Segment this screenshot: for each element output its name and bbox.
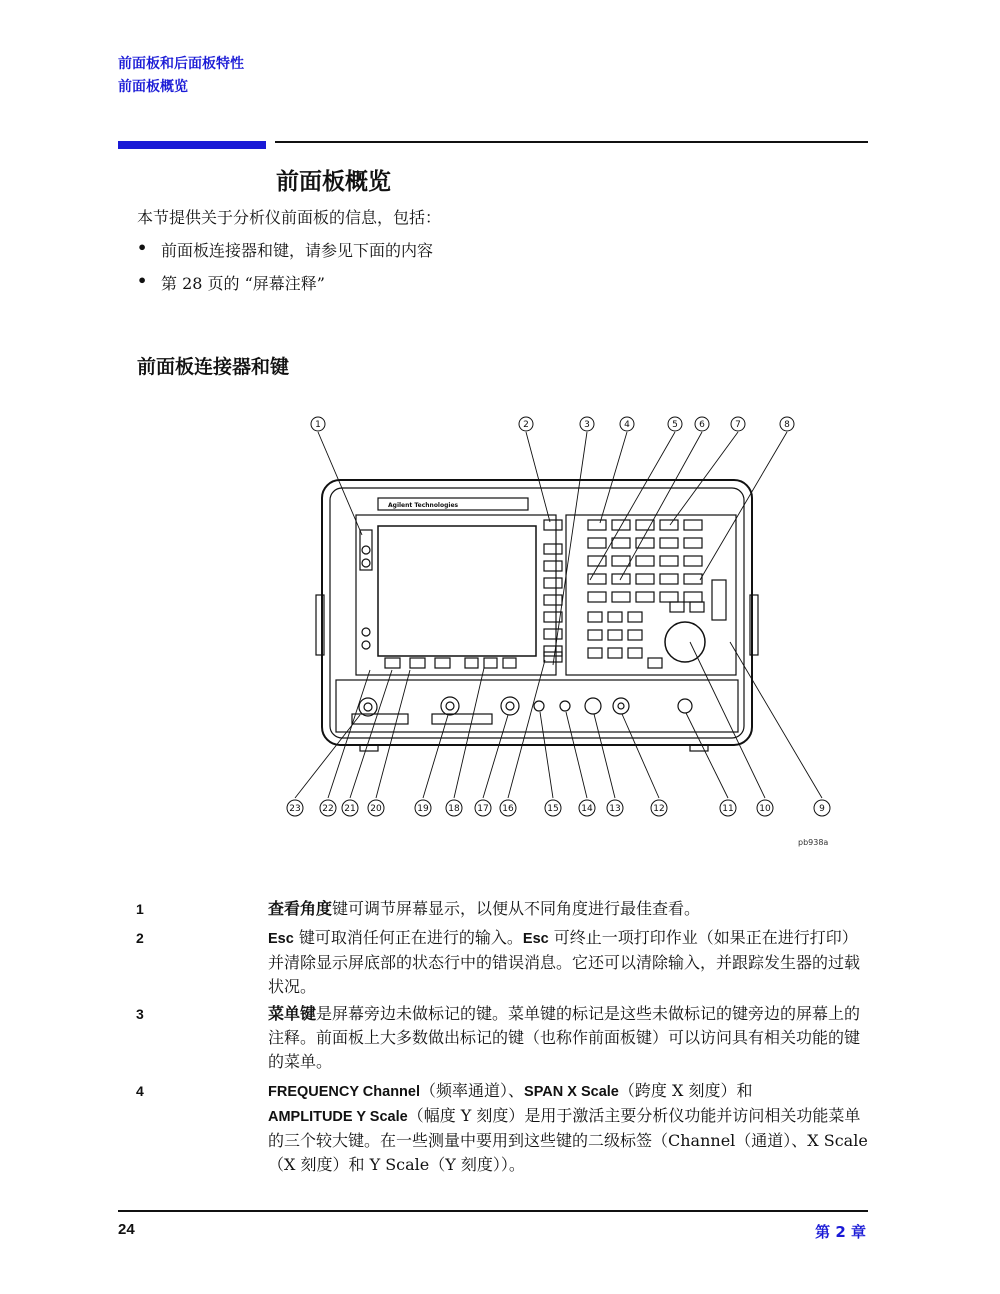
running-header-section: 前面板概览: [118, 79, 188, 95]
list-item: [137, 271, 433, 304]
item-text: [268, 897, 868, 921]
brand-label: Agilent Technologies: [388, 502, 459, 509]
item-term: SPAN X Scale: [524, 1084, 619, 1100]
callout-marker: [731, 417, 745, 431]
item-body: 键可取消任何正在进行的输入。: [293, 928, 523, 947]
callout-label: 23: [289, 804, 301, 814]
figure-code: pb938a: [798, 838, 829, 847]
footer-rule: [118, 1210, 868, 1212]
item-term: 查看角度: [268, 899, 333, 918]
callout-marker: [446, 800, 462, 816]
bullet-icon: •: [137, 238, 148, 257]
chapter-label: 第 2 章: [815, 1223, 866, 1241]
item-text: [268, 1079, 868, 1177]
callout-label: 12: [653, 804, 665, 814]
callout-marker: [757, 800, 773, 816]
item-body: 是屏幕旁边未做标记的键。菜单键的标记是这些未做标记的键旁边的屏幕上的注释。前面板上大多数做出标记的键（也称作前面板键）可以访问具有相关功能的键的菜单。: [268, 1004, 861, 1071]
item-body: 键可调节屏幕显示，以便从不同角度进行最佳查看。: [332, 899, 701, 918]
bullet-list: [137, 238, 433, 304]
page-title: 前面板概览: [276, 168, 391, 195]
callout-label: 16: [502, 804, 514, 814]
callout-label: 5: [672, 420, 678, 430]
callout-marker: [519, 417, 533, 431]
section-title: 前面板连接器和键: [137, 356, 290, 378]
callout-label: 1: [315, 420, 321, 430]
callout-marker: [415, 800, 431, 816]
callout-marker: [668, 417, 682, 431]
callout-marker: [579, 800, 595, 816]
callout-marker: [780, 417, 794, 431]
item-body: 可终止一项打印作业（如果正在进行打印）并清除显示屏底部的状态行中的错误消息。它还可以清除输入，并跟踪发生器的过载状况。: [268, 928, 861, 996]
item-term: 菜单键: [268, 1004, 317, 1023]
header-rule: [275, 141, 868, 143]
callout-marker: [342, 800, 358, 816]
callout-marker: [607, 800, 623, 816]
bullet-text: 第 28 页的 “屏幕注释”: [161, 274, 325, 293]
item-number: 2: [136, 930, 144, 946]
bullet-text: 前面板连接器和键，请参见下面的内容: [161, 241, 434, 260]
callout-label: 9: [819, 804, 825, 814]
page-number: 24: [118, 1221, 135, 1238]
callout-label: 18: [448, 804, 460, 814]
item-text: [268, 1002, 868, 1074]
callout-label: 6: [699, 420, 705, 430]
item-term: AMPLITUDE Y Scale: [268, 1109, 408, 1125]
front-panel-diagram: [270, 410, 850, 855]
callout-label: 14: [581, 804, 593, 814]
callout-marker: [580, 417, 594, 431]
item-number: 4: [136, 1083, 144, 1099]
item-body: （幅度 Y 刻度）是用于激活主要分析仪功能并访问相关功能菜单的三个较大键。在一些测量中要用到这些键的二级标签（Channel（通道）、X Scale（X 刻度）和 Y Scale（Y 刻度））。: [268, 1106, 868, 1174]
callout-label: 17: [477, 804, 489, 814]
callout-marker: [720, 800, 736, 816]
callout-label: 2: [523, 420, 529, 430]
item-term: Esc: [268, 931, 294, 947]
item-number: 3: [136, 1006, 144, 1022]
callout-label: 11: [722, 804, 734, 814]
callout-marker: [320, 800, 336, 816]
callout-marker: [695, 417, 709, 431]
callout-label: 8: [784, 420, 790, 430]
callout-marker: [620, 417, 634, 431]
callout-label: 4: [624, 420, 630, 430]
intro-paragraph: 本节提供关于分析仪前面板的信息，包括：: [137, 208, 442, 227]
callout-label: 22: [322, 804, 334, 814]
callout-marker: [545, 800, 561, 816]
callout-label: 7: [735, 420, 741, 430]
callout-marker: [651, 800, 667, 816]
front-panel-knob: [665, 622, 705, 662]
item-body: （跨度 X 刻度）和: [618, 1081, 753, 1100]
item-term: Esc: [522, 931, 549, 947]
bullet-icon: •: [137, 271, 148, 290]
callout-marker: [475, 800, 491, 816]
display-screen: [378, 526, 536, 656]
callout-marker: [287, 800, 303, 816]
callout-label: 13: [609, 804, 621, 814]
callout-marker: [814, 800, 830, 816]
callout-label: 3: [584, 420, 590, 430]
callout-label: 19: [417, 804, 429, 814]
callout-label: 20: [370, 804, 382, 814]
callout-marker: [311, 417, 325, 431]
callout-label: 15: [547, 804, 559, 814]
header-accent-bar: [118, 141, 266, 149]
callout-marker: [500, 800, 516, 816]
item-term: FREQUENCY Channel: [268, 1084, 421, 1100]
callout-label: 21: [344, 804, 356, 814]
running-header-chapter: 前面板和后面板特性: [118, 56, 244, 72]
callout-label: 10: [759, 804, 771, 814]
item-number: 1: [136, 901, 144, 917]
item-body: （频率通道）、: [420, 1081, 525, 1100]
item-text: [268, 926, 868, 999]
callout-marker: [368, 800, 384, 816]
list-item: [137, 238, 433, 271]
